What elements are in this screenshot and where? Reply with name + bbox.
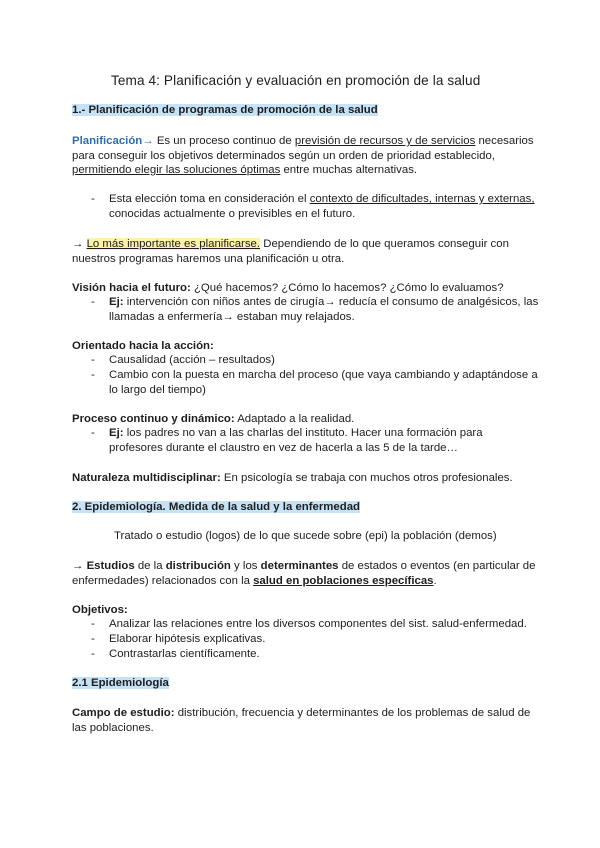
important-highlight: Lo más importante es planificarse.: [86, 238, 261, 250]
process-line: [72, 412, 354, 427]
definition-text: Es un proceso continuo de: [153, 135, 295, 147]
nature-text: En psicología se trabaja con muchos otros profesionales.: [220, 472, 513, 484]
definition-line-1: [72, 134, 534, 149]
studies-bold-underlined: salud en poblaciones específicas: [253, 575, 434, 587]
studies-text: de la: [134, 560, 166, 572]
example-text: los padres no van a las charlas del instituto. Hacer una formación para: [123, 427, 483, 439]
subsection-2-1-heading-text: 2.1 Epidemiología: [72, 677, 169, 689]
studies-bold: Estudios: [86, 560, 135, 572]
studies-bold: determinantes: [260, 560, 339, 572]
bullet-dash: -: [91, 427, 95, 439]
objectives-label: [72, 603, 128, 618]
bullet-dash: -: [91, 354, 95, 366]
important-line-2: nuestros programas haremos una planificación u otra.: [72, 253, 345, 265]
field-text: distribución, frecuencia y determinantes de los problemas de salud de: [174, 707, 531, 719]
section-1-heading: [72, 103, 378, 118]
studies-bold: distribución: [165, 560, 231, 572]
definition-line-2: para conseguir los objetivos determinados según un orden de prioridad establecido,: [72, 150, 495, 162]
objective-item: Elaborar hipótesis explicativas.: [109, 633, 266, 645]
process-example-line-1: [109, 426, 483, 441]
bullet-underlined: contexto de dificultades, internas y externas,: [309, 193, 535, 205]
process-label: Proceso continuo y dinámico:: [72, 413, 235, 425]
nature-line: [72, 471, 513, 486]
orient-bullet-1: Causalidad (acción – resultados): [109, 354, 275, 366]
section-2-heading: [72, 500, 360, 515]
bullet-dash: -: [91, 296, 95, 308]
important-text: Dependiendo de lo que queramos conseguir con: [260, 238, 509, 250]
etymology-line: Tratado o estudio (logos) de lo que sucede sobre (epi) la población (demos): [114, 530, 497, 542]
process-example-line-2: profesores durante el claustro en vez de hacerla a las 5 de la tarde…: [109, 442, 458, 454]
objectives-label-text: Objetivos:: [72, 604, 128, 616]
bullet-context-line-2: conocidas actualmente o previsibles en el futuro.: [109, 208, 356, 220]
studies-text: y los: [230, 560, 261, 572]
vision-example-line-2: llamadas a enfermería→ estaban muy relajados.: [109, 311, 355, 323]
vision-line: [72, 281, 504, 296]
field-line-1: [72, 706, 530, 721]
orient-bullet-2-line-1: Cambio con la puesta en marcha del proceso (que vaya cambiando y adaptándose a: [109, 369, 538, 381]
example-text: intervención con niños antes de cirugía→ reducía el consumo de analgésicos, las: [123, 296, 539, 308]
definition-term: Planificación→: [72, 135, 154, 147]
field-label: Campo de estudio:: [72, 707, 175, 719]
definition-text: necesarios: [475, 135, 534, 147]
bullet-dash: -: [91, 193, 95, 205]
bullet-dash: -: [91, 369, 95, 381]
objective-item: Analizar las relaciones entre los diversos componentes del sist. salud-enfermedad.: [109, 618, 527, 630]
vision-label: Visión hacia el futuro:: [72, 282, 191, 294]
orient-bullet-2-line-2: lo largo del tiempo): [109, 384, 206, 396]
orient-label-text: Orientado hacia la acción:: [72, 340, 214, 352]
process-text: Adaptado a la realidad.: [234, 413, 355, 425]
arrow-icon: →: [72, 560, 87, 572]
bullet-text: Esta elección toma en consideración el: [109, 193, 310, 205]
objective-item: Contrastarlas científicamente.: [109, 648, 260, 660]
studies-line-2: [72, 574, 437, 589]
field-line-2: las poblaciones.: [72, 722, 154, 734]
studies-text: .: [433, 575, 437, 587]
definition-underlined: previsión de recursos y de servicios: [294, 135, 476, 147]
section-1-heading-text: 1.- Planificación de programas de promoción de la salud: [72, 104, 378, 116]
studies-line-1: [72, 559, 535, 574]
bullet-dash: -: [91, 618, 95, 630]
subsection-2-1-heading: [72, 676, 169, 691]
important-line-1: [72, 237, 509, 252]
definition-text: entre muchas alternativas.: [280, 164, 418, 176]
nature-label: Naturaleza multidisciplinar:: [72, 472, 221, 484]
bullet-dash: -: [91, 633, 95, 645]
bullet-dash: -: [91, 648, 95, 660]
vision-example-line-1: [109, 295, 538, 310]
arrow-icon: →: [72, 238, 87, 250]
definition-line-3: [72, 163, 417, 178]
example-label: Ej:: [109, 427, 124, 439]
bullet-context-line-1: [109, 192, 535, 207]
example-label: Ej:: [109, 296, 124, 308]
orient-label: [72, 339, 214, 354]
section-2-heading-text: 2. Epidemiología. Medida de la salud y la enfermedad: [72, 501, 361, 513]
definition-underlined: permitiendo elegir las soluciones óptimas: [72, 164, 281, 176]
page-title: Tema 4: Planificación y evaluación en promoción de la salud: [111, 73, 481, 88]
vision-text: ¿Qué hacemos? ¿Cómo lo hacemos? ¿Cómo lo evaluamos?: [190, 282, 504, 294]
studies-text: enfermedades) relacionados con la: [72, 575, 254, 587]
studies-text: de estados o eventos (en particular de: [338, 560, 536, 572]
